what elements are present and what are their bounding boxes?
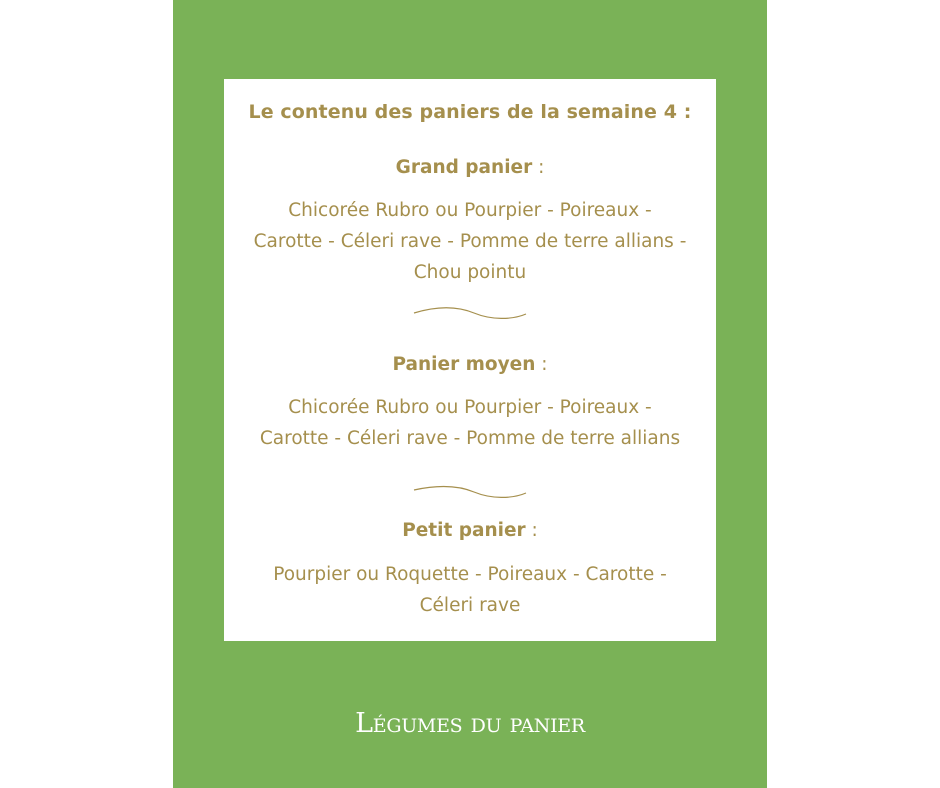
items-line: Pourpier ou Roquette - Poireaux - Carotte - [273, 564, 667, 585]
items-line: Céleri rave [419, 595, 521, 616]
wave-divider-icon [412, 305, 528, 321]
items-line: Chicorée Rubro ou Pourpier - Poireaux - [288, 397, 652, 418]
items-line: Chou pointu [413, 262, 527, 283]
wave-divider-icon [412, 484, 528, 500]
items-line: Carotte - Céleri rave - Pomme de terre allians [259, 428, 681, 449]
heading-label: Panier moyen [392, 354, 536, 375]
card-title: Le contenu des paniers de la semaine 4 : [248, 101, 692, 123]
section-heading-grand-panier [224, 157, 716, 178]
section-heading-panier-moyen [224, 354, 716, 375]
items-line: Carotte - Céleri rave - Pomme de terre allians - [253, 231, 687, 252]
items-line: Chicorée Rubro ou Pourpier - Poireaux - [288, 200, 652, 221]
basket-contents-card [224, 79, 716, 641]
section-heading-petit-panier [224, 520, 716, 541]
section-items-petit-panier [224, 559, 716, 621]
heading-label: Petit panier [402, 520, 526, 541]
heading-colon: : [525, 520, 538, 541]
section-items-panier-moyen [224, 392, 716, 454]
heading-colon: : [535, 354, 548, 375]
section-items-grand-panier [224, 195, 716, 288]
heading-colon: : [532, 157, 545, 178]
heading-label: Grand panier [395, 157, 533, 178]
caption: Légumes du panier [355, 708, 585, 739]
